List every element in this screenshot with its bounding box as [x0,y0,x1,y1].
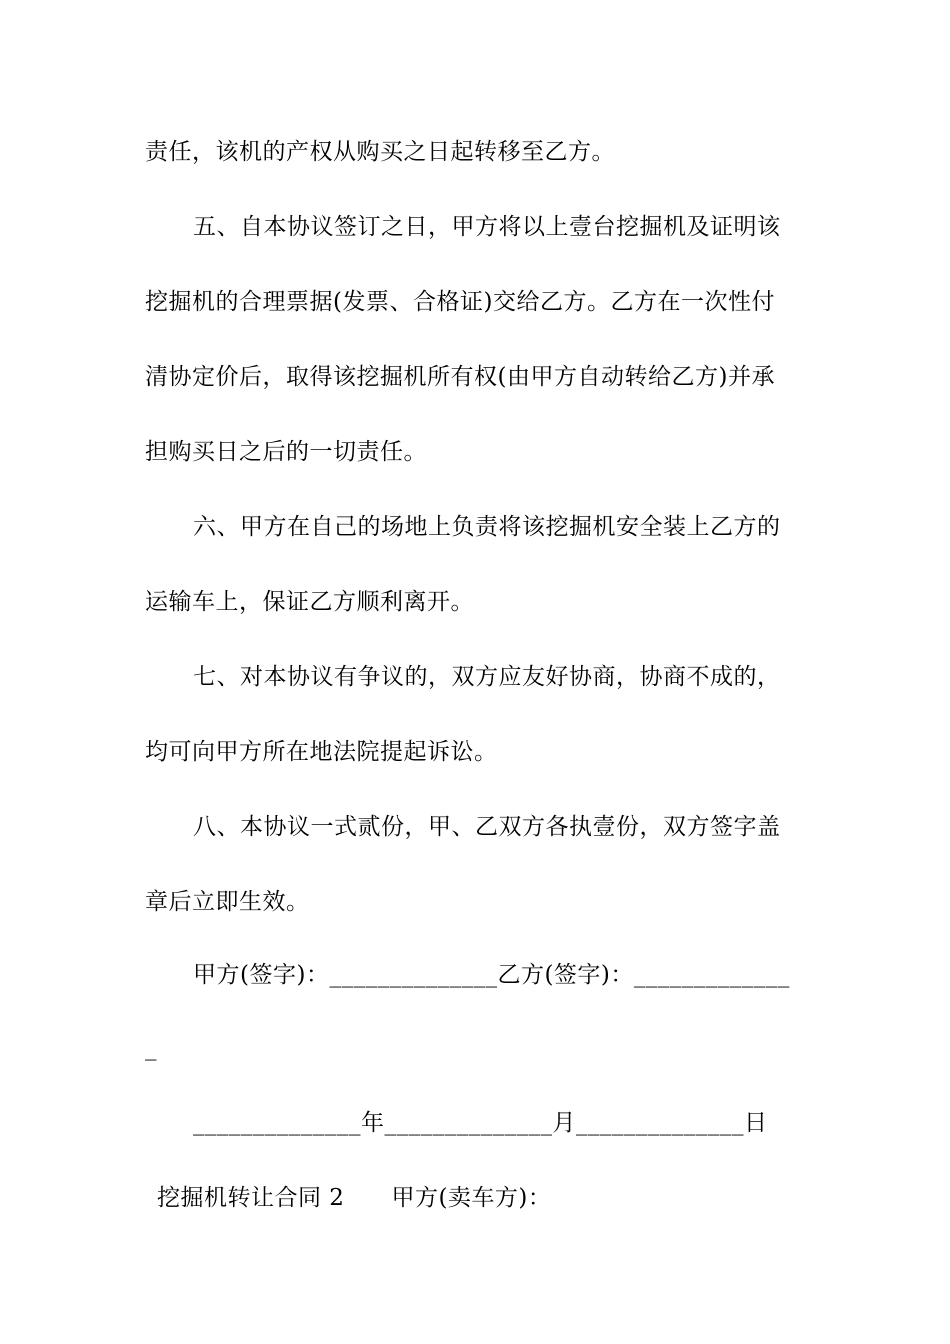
clause-five-line: 五、自本协议签订之日，甲方将以上壹台挖掘机及证明该 [193,214,781,240]
signature-line: 甲方(签字)：______________乙方(签字)：_____________ [193,962,790,988]
paragraph-line: 责任，该机的产权从购买之日起转移至乙方。 [145,139,615,165]
clause-seven-line: 七、对本协议有争议的，双方应友好协商，协商不成的， [193,664,781,690]
next-contract-heading: 挖掘机转让合同 2 甲方(卖车方)： [157,1185,552,1211]
clause-eight-line: 八、本协议一式贰份，甲、乙双方各执壹份，双方签字盖 [193,814,781,840]
date-line: ______________年______________月______________日 [193,1110,768,1136]
paragraph-line: 运输车上，保证乙方顺利离开。 [145,589,474,615]
paragraph-line: 担购买日之后的一切责任。 [145,439,427,465]
paragraph-line: 均可向甲方所在地法院提起诉讼。 [145,739,498,765]
signature-line-overflow: _ [145,1035,157,1061]
paragraph-line: 章后立即生效。 [145,889,310,915]
paragraph-line: 挖掘机的合理票据(发票、合格证)交给乙方。乙方在一次性付 [145,289,775,315]
paragraph-line: 清协定价后，取得该挖掘机所有权(由甲方自动转给乙方)并承 [145,364,775,390]
clause-six-line: 六、甲方在自己的场地上负责将该挖掘机安全装上乙方的 [193,514,781,540]
